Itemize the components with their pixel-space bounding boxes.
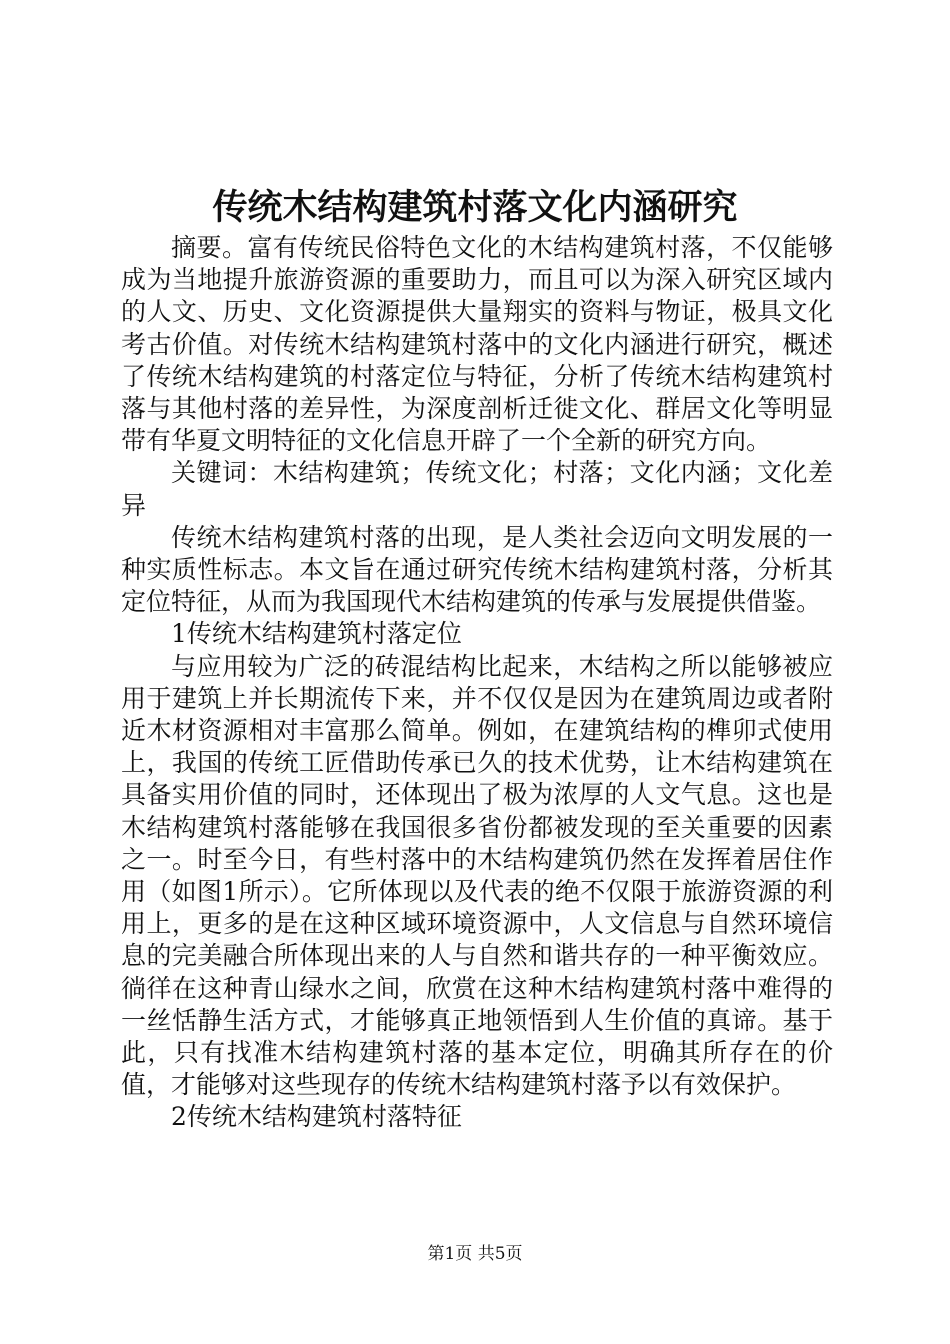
abstract-paragraph: 摘要。富有传统民俗特色文化的木结构建筑村落，不仅能够成为当地提升旅游资源的重要助力，而且可以为深入研究区域内的人文、历史、文化资源提供大量翔实的资料与物证，极具文化考古价值。对传统木结构建筑村落中的文化内涵进行研究，概述了传统木结构建筑的村落定位与特征，分析了传统木结构建筑村落与其他村落的差异性，为深度剖析迁徙文化、群居文化等明显带有华夏文明特征的文化信息开辟了一个全新的研究方向。 [121, 233, 833, 456]
section-1-paragraph: 与应用较为广泛的砖混结构比起来，木结构之所以能够被应用于建筑上并长期流传下来，并不仅仅是因为在建筑周边或者附近木材资源相对丰富那么简单。例如，在建筑结构的榫卯式使用上，我国的传统工匠借助传承已久的技术优势，让木结构建筑在具备实用价值的同时，还体现出了极为浓厚的人文气息。这也是木结构建筑村落能够在我国很多省份都被发现的至关重要的因素之一。时至今日，有些村落中的木结构建筑仍然在发挥着居住作用（如图1所示）。它所体现以及代表的绝不仅限于旅游资源的利用上，更多的是在这种区域环境资源中，人文信息与自然环境信息的完美融合所体现出来的人与自然和谐共存的一种平衡效应。徜徉在这种青山绿水之间，欣赏在这种木结构建筑村落中难得的一丝恬静生活方式，才能够真正地领悟到人生价值的真谛。基于此，只有找准木结构建筑村落的基本定位，明确其所存在的价值，才能够对这些现存的传统木结构建筑村落予以有效保护。 [121, 651, 833, 1100]
keywords-paragraph: 关键词：木结构建筑；传统文化；村落；文化内涵；文化差异 [121, 458, 833, 520]
document-title: 传统木结构建筑村落文化内涵研究 [212, 187, 738, 228]
section-heading-1: 1传统木结构建筑村落定位 [171, 619, 462, 649]
document-body [121, 232, 833, 1134]
page-footer: 第1页 共5页 [427, 1244, 523, 1264]
section-heading-2: 2传统木结构建筑村落特征 [171, 1102, 462, 1132]
intro-paragraph: 传统木结构建筑村落的出现，是人类社会迈向文明发展的一种实质性标志。本文旨在通过研究传统木结构建筑村落，分析其定位特征，从而为我国现代木结构建筑的传承与发展提供借鉴。 [121, 522, 833, 617]
